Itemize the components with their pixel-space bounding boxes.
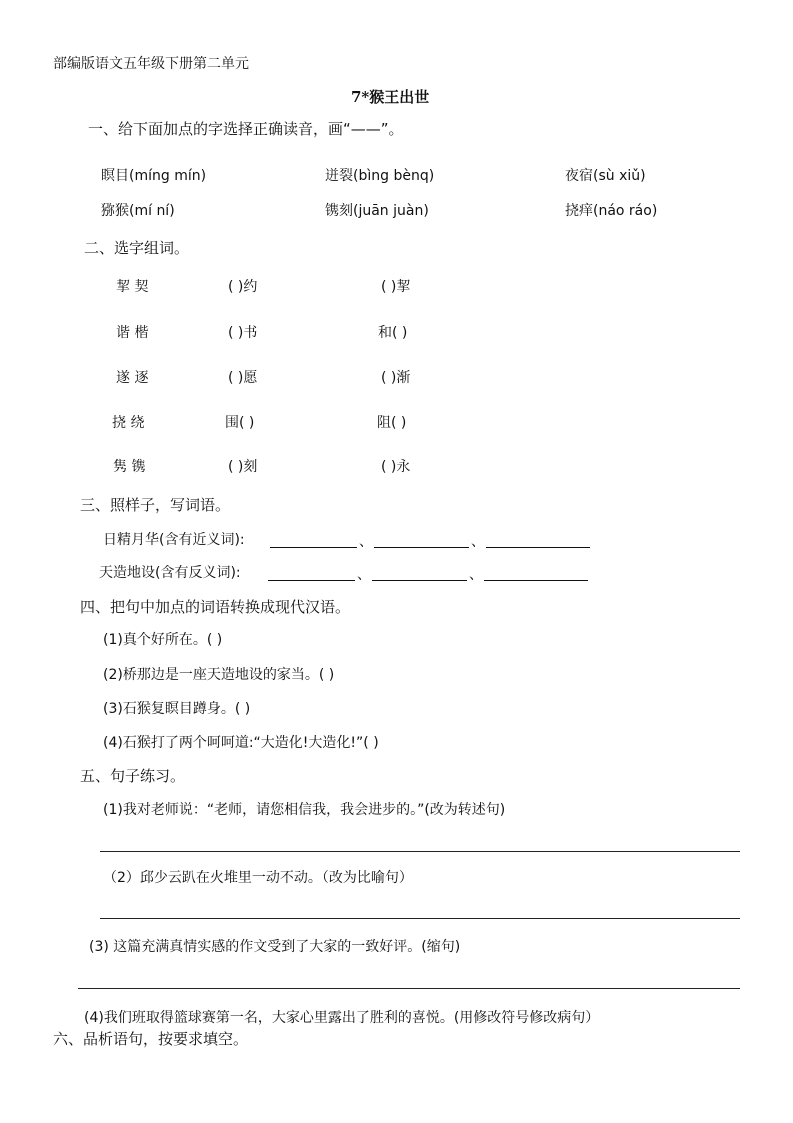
char-pair: 遂 逐 <box>116 370 149 386</box>
pinyin-item: 瞑目(míng mín) <box>101 168 207 184</box>
section4-heading: 四、把句中加点的词语转换成现代汉语。 <box>80 598 351 616</box>
question-item: (3) 这篇充满真情实感的作文受到了大家的一致好评。(缩句) <box>89 939 461 955</box>
question-item[interactable]: (2)桥那边是一座天造地设的家当。( ) <box>103 667 335 683</box>
section5-heading: 五、句子练习。 <box>80 767 186 785</box>
fill-blank[interactable]: 阻( ) <box>377 415 407 431</box>
char-pair: 隽 镌 <box>113 459 146 475</box>
pinyin-item: 迸裂(bìng bènq) <box>325 168 435 184</box>
fill-blank[interactable]: ( )愿 <box>228 370 258 386</box>
pinyin-item: 挠痒(náo ráo) <box>565 203 658 219</box>
question-item: （2）邱少云趴在火堆里一动不动。（改为比喻句） <box>103 870 413 886</box>
page-title: 7*猴王出世 <box>351 88 430 106</box>
separator: 、 <box>471 534 485 550</box>
pinyin-item: 镌刻(juān juàn) <box>325 203 429 219</box>
fill-blank[interactable]: 和( ) <box>378 325 408 341</box>
section2-heading: 二、选字组词。 <box>84 239 190 257</box>
separator: 、 <box>359 534 373 550</box>
question-item[interactable]: (3)石猴复瞑目蹲身。( ) <box>103 701 251 717</box>
section6-heading: 六、品析语句，按要求填空。 <box>53 1030 249 1048</box>
fill-blank[interactable]: ( )书 <box>228 325 258 341</box>
answer-blank[interactable] <box>484 580 588 581</box>
fill-blank[interactable]: ( )约 <box>228 279 258 295</box>
char-pair: 挈 契 <box>116 279 149 295</box>
separator: 、 <box>469 567 483 583</box>
question-item: (4)我们班取得篮球赛第一名，大家心里露出了胜利的喜悦。(用修改符号修改病句） <box>84 1010 600 1026</box>
fill-blank[interactable]: 围( ) <box>225 415 255 431</box>
question-item[interactable]: (1)真个好所在。( ) <box>103 632 223 648</box>
fill-blank[interactable]: ( )永 <box>381 459 411 475</box>
answer-line[interactable] <box>100 918 740 919</box>
word-task-label: 日精月华(含有近义词): <box>103 532 245 548</box>
question-item[interactable]: (4)石猴打了两个呵呵道:“大造化!大造化!”( ) <box>103 735 379 751</box>
pinyin-item: 夜宿(sù xiǔ) <box>565 168 646 184</box>
fill-blank[interactable]: ( )挈 <box>381 279 411 295</box>
section1-heading: 一、给下面加点的字选择正确读音，画“——”。 <box>88 120 404 138</box>
separator: 、 <box>357 567 371 583</box>
answer-line[interactable] <box>100 851 740 852</box>
fill-blank[interactable]: ( )刻 <box>228 459 258 475</box>
char-pair: 谐 楷 <box>116 325 149 341</box>
question-item: (1)我对老师说：“老师，请您相信我，我会进步的。”(改为转述句) <box>103 802 506 818</box>
answer-blank[interactable] <box>486 547 590 548</box>
section3-heading: 三、照样子，写词语。 <box>80 496 231 514</box>
fill-blank[interactable]: ( )渐 <box>381 370 411 386</box>
pinyin-item: 猕猴(mí ní) <box>101 203 175 219</box>
answer-blank[interactable] <box>270 547 357 548</box>
answer-blank[interactable] <box>374 547 469 548</box>
answer-blank[interactable] <box>372 580 467 581</box>
char-pair: 挠 绕 <box>112 415 145 431</box>
word-task-label: 天造地设(含有反义词): <box>99 565 241 581</box>
page-header: 部编版语文五年级下册第二单元 <box>53 56 249 72</box>
answer-blank[interactable] <box>268 580 355 581</box>
answer-line[interactable] <box>78 988 740 989</box>
